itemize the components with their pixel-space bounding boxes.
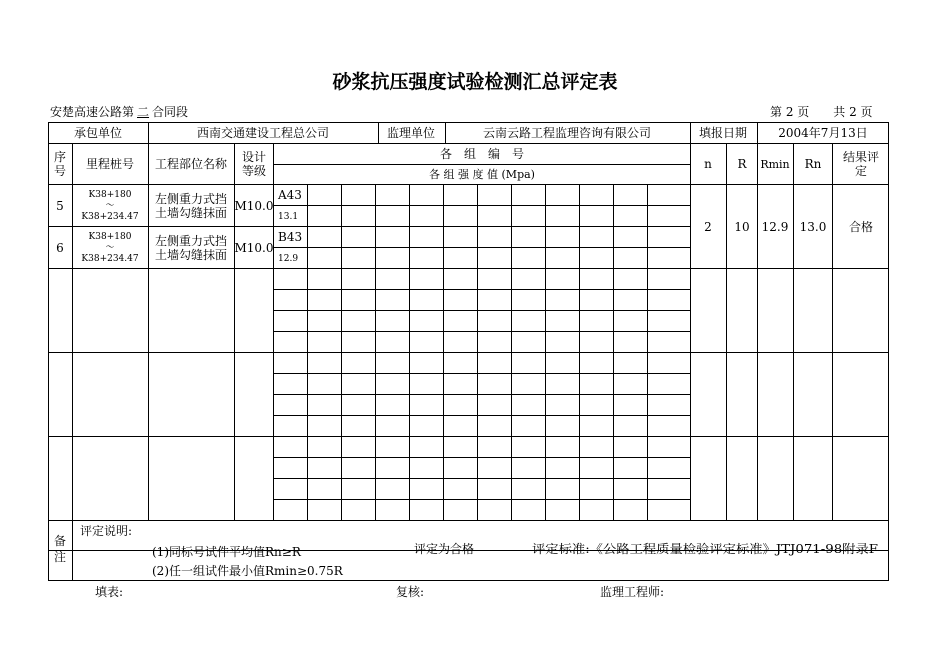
remarks-label-1: 备 [53, 534, 67, 548]
header-grade-1: 设计 [241, 150, 267, 164]
row-5-part-1: 左侧重力式挡 [154, 192, 228, 206]
row-5-station-end: K38+234.47 [81, 212, 139, 222]
remarks-conclusion: 评定为合格 [414, 542, 475, 556]
summary-rn: 13.0 [799, 220, 827, 234]
contractor-label: 承包单位 [73, 126, 123, 140]
footer-engineer: 监理工程师: [600, 585, 665, 599]
row-5-station-start: K38+180 [88, 190, 132, 200]
section-number: 二 [137, 105, 150, 119]
header-seq-1: 序 [53, 150, 67, 164]
header-rn: Rn [804, 157, 822, 171]
date-label: 填报日期 [698, 126, 748, 140]
header-grade-2: 等级 [241, 164, 267, 178]
contractor-value: 西南交通建设工程总公司 [196, 126, 330, 140]
header-group-no: 各 组 编 号 [439, 147, 525, 161]
footer-reviewer: 复核: [396, 585, 425, 599]
row-6-strength-value: 12.9 [278, 254, 299, 264]
header-strength: 各 组 强 度 值 (Mpa) [429, 168, 535, 181]
row-5-station-tilde: ～ [105, 201, 115, 211]
row-6-station-start: K38+180 [88, 232, 132, 242]
row-6-station-tilde: ～ [105, 243, 115, 253]
header-result-2: 定 [854, 164, 868, 178]
row-6-grade: M10.0 [234, 241, 274, 255]
project-name: 安楚高速公路第 [50, 105, 135, 119]
header-n: n [704, 157, 712, 171]
summary-rmin: 12.9 [761, 220, 789, 234]
row-6-station-end: K38+234.47 [81, 254, 139, 264]
table-frame [49, 123, 889, 551]
remarks-label-2: 注 [53, 550, 67, 564]
row-6-seq: 6 [56, 241, 64, 255]
supervisor-value: 云南云路工程监理咨询有限公司 [482, 126, 652, 140]
remarks-standard: 评定标准:《公路工程质量检验评定标准》JTJ071-98附录F [532, 542, 845, 556]
header-station: 里程桩号 [85, 157, 135, 171]
header-part: 工程部位名称 [154, 157, 228, 171]
row-6-group-id: B43 [278, 230, 303, 244]
remarks-item-2: (2)任一组试件最小值Rmin≥0.75R [152, 564, 343, 578]
header-result-1: 结果评 [842, 150, 880, 164]
summary-result: 合格 [848, 220, 874, 234]
remarks-heading: 评定说明: [80, 524, 133, 538]
header-r: R [737, 157, 747, 171]
header-seq-2: 号 [53, 164, 67, 178]
row-5-seq: 5 [56, 199, 64, 213]
row-6-part-1: 左侧重力式挡 [154, 234, 228, 248]
header-rmin: Rmin [760, 158, 790, 171]
page-info: 第 2 页 共 2 页 [770, 105, 873, 119]
row-5-strength-value: 13.1 [278, 212, 299, 222]
row-5-grade: M10.0 [234, 199, 274, 213]
row-5-part-2: 土墙勾缝抹面 [154, 206, 228, 220]
row-6-part-2: 土墙勾缝抹面 [154, 248, 228, 262]
section-suffix: 合同段 [152, 105, 189, 119]
summary-r: 10 [734, 220, 750, 234]
page-title: 砂浆抗压强度试验检测汇总评定表 [332, 71, 618, 93]
date-value: 2004年7月13日 [778, 126, 868, 140]
footer-filler: 填表: [95, 585, 124, 599]
row-5-group-id: A43 [278, 188, 302, 202]
summary-n: 2 [704, 220, 712, 234]
supervisor-label: 监理单位 [386, 126, 436, 140]
remarks-item-1: (1)同标号试件平均值Rn≥R [152, 545, 301, 559]
